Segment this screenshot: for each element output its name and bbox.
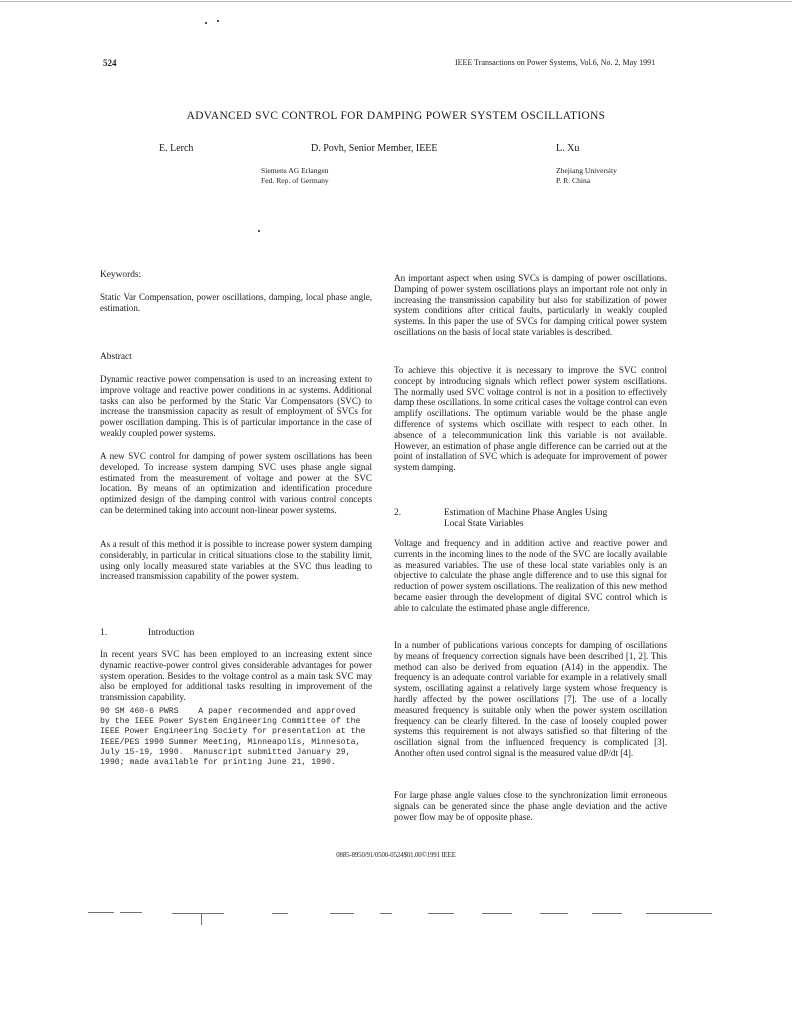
scan-speck bbox=[205, 22, 207, 24]
scan-dash bbox=[540, 913, 568, 914]
paragraph: As a result of this method it is possible to increase power system damping considerably, in particular in critical situations close to the stability limit, using only locally measured state variables at the SVC thus leading to increased transmission capability of the power system. bbox=[100, 539, 372, 582]
scan-tick bbox=[201, 913, 202, 925]
paragraph: Voltage and frequency and in addition active and reactive power and currents in the incoming lines to the node of the SVC are locally available as measured variables. The use of these local state variables only is an objective to calculate the phase angle difference and to use this signal for reduction of power system oscillations. The realization of this new method became easier through the development of digital SVC control which is able to calculate the estimated phase angle difference. bbox=[394, 538, 667, 613]
footnote: 90 SM 460-6 PWRS A paper recommended and approved by the IEEE Power System Engineering Committee of the IEEE Power Engineering Society for presentation at the IEEE/PES 1990 Summer Meeting, Minneapolis, Minnesota, July 15-19, 1990. Manuscript submitted January 29, 1990; made available for printing June 21, 1990. bbox=[100, 707, 366, 768]
paragraph: In recent years SVC has been employed to an increasing extent since dynamic reactive-power control gives considerable advantages for power system operation. Besides to the voltage control as a main task SVC may also be employed for additional tasks resulting in improvement of the transmission capability. bbox=[100, 649, 372, 703]
journal-header: IEEE Transactions on Power Systems, Vol.6, No. 2, May 1991 bbox=[455, 58, 656, 67]
affiliation-line: Siemens AG Erlangen bbox=[261, 166, 329, 175]
paragraph: In a number of publications various concepts for damping of oscillations by means of frequency correction signals have been described [1, 2]. This method can also be derived from equation (A14) in the appendix. The frequency is an adequate control variable for example in a relatively small system, oscillating against a relatively large system whose frequency is hardly affected by the power oscillations [7]. The use of a locally measured frequency is suitable only when the power system oscillation frequency can be clearly filtered. In the case of loosely coupled power systems this requirement is not always satisfied so that filtering of the oscillation signal from the influenced frequency is complicated [3]. Another often used control signal is the measured value dP/dt [4]. bbox=[394, 640, 667, 758]
paragraph: To achieve this objective it is necessary to improve the SVC control concept by introducing signals which reflect power system oscillations. The normally used SVC voltage control is not in a position to effectively damp these oscillations. In some critical cases the voltage control can even amplify oscillations. The optimum variable would be the phase angle difference of systems which oscillate with respect to each other. In absence of a telecommunication link this variable is not available. However, an estimation of phase angle difference can be carried out at the point of installation of SVC which is adequate for improvement of power system damping. bbox=[394, 365, 667, 473]
scan-top-edge bbox=[0, 1, 792, 2]
scan-dash bbox=[330, 913, 354, 914]
affiliation-line: Fed. Rep. of Germany bbox=[261, 176, 329, 185]
page-number: 524 bbox=[103, 58, 117, 68]
scan-speck bbox=[217, 20, 219, 22]
section-number: 1. bbox=[100, 628, 108, 638]
section-title: Introduction bbox=[148, 628, 195, 638]
affiliation-siemens bbox=[261, 166, 329, 186]
section-1-heading bbox=[100, 628, 194, 639]
paragraph: Static Var Compensation, power oscillations, damping, local phase angle, estimation. bbox=[100, 292, 372, 313]
right-paragraph-2 bbox=[394, 365, 667, 473]
paragraph: An important aspect when using SVCs is damping of power oscillations. Damping of power system oscillations plays an important role not only in increasing the transmission capability but also for stabilization of power system conditions after critical faults, particularly in weakly coupled systems. In this paper the use of SVCs for damping critical power system oscillations on the basis of local state variables is described. bbox=[394, 273, 667, 337]
keywords-heading: Keywords: bbox=[100, 270, 142, 280]
paragraph: A new SVC control for damping of power system oscillations has been developed. To increase system damping SVC uses phase angle signal estimated from the measurement of voltage and power at the SVC location. By means of an optimization and identification procedure optimized design of the damping control with various control concepts can be determined taking into account non-linear power systems. bbox=[100, 451, 372, 515]
paper-title: ADVANCED SVC CONTROL FOR DAMPING POWER SYSTEM OSCILLATIONS bbox=[186, 110, 606, 122]
section-2-heading bbox=[394, 508, 607, 530]
scan-dash bbox=[172, 913, 224, 914]
scan-dash bbox=[272, 913, 288, 914]
section-title-line-1: Estimation of Machine Phase Angles Using bbox=[444, 508, 608, 518]
scan-dash bbox=[428, 913, 454, 914]
right-paragraph-1 bbox=[394, 273, 667, 338]
scan-dash bbox=[482, 913, 512, 914]
intro-paragraph-1 bbox=[100, 649, 372, 703]
scan-speck bbox=[258, 230, 260, 232]
author-povh: D. Povh, Senior Member, IEEE bbox=[311, 143, 438, 154]
right-paragraph-3 bbox=[394, 538, 667, 614]
copyright-line: 0885-8950/91/0500-0524$01.00©1991 IEEE bbox=[336, 852, 456, 859]
paragraph: Dynamic reactive power compensation is used to an increasing extent to improve voltage and reactive power conditions in ac systems. Additional tasks can also be performed by the Static Var Compensators (SVC) to increase the transmission capacity as result of employment of SVCs for power oscillation damping. This is of particular importance in the case of weakly coupled power systems. bbox=[100, 374, 372, 438]
abstract-heading: Abstract bbox=[100, 352, 132, 362]
affiliation-line: P. R. China bbox=[556, 176, 591, 185]
section-title-line-2: Local State Variables bbox=[444, 519, 524, 529]
paragraph: For large phase angle values close to the synchronization limit erroneous signals can be generated since the phase angle deviation and the active power flow may be of opposite phase. bbox=[394, 790, 667, 822]
scan-dash bbox=[646, 913, 712, 914]
right-paragraph-4 bbox=[394, 640, 667, 759]
abstract-paragraph-2 bbox=[100, 451, 372, 516]
author-xu: L. Xu bbox=[556, 143, 580, 154]
abstract-paragraph-3 bbox=[100, 539, 372, 582]
scan-dash bbox=[380, 913, 392, 914]
scan-dash bbox=[592, 913, 622, 914]
abstract-paragraph-1 bbox=[100, 374, 372, 439]
scan-dash bbox=[88, 912, 114, 913]
section-number: 2. bbox=[394, 508, 402, 518]
affiliation-zhejiang bbox=[556, 166, 617, 186]
keywords-text bbox=[100, 292, 372, 314]
right-paragraph-5 bbox=[394, 790, 667, 822]
scan-dash bbox=[120, 912, 142, 913]
affiliation-line: Zhejiang University bbox=[556, 166, 617, 175]
author-lerch: E. Lerch bbox=[159, 143, 194, 154]
